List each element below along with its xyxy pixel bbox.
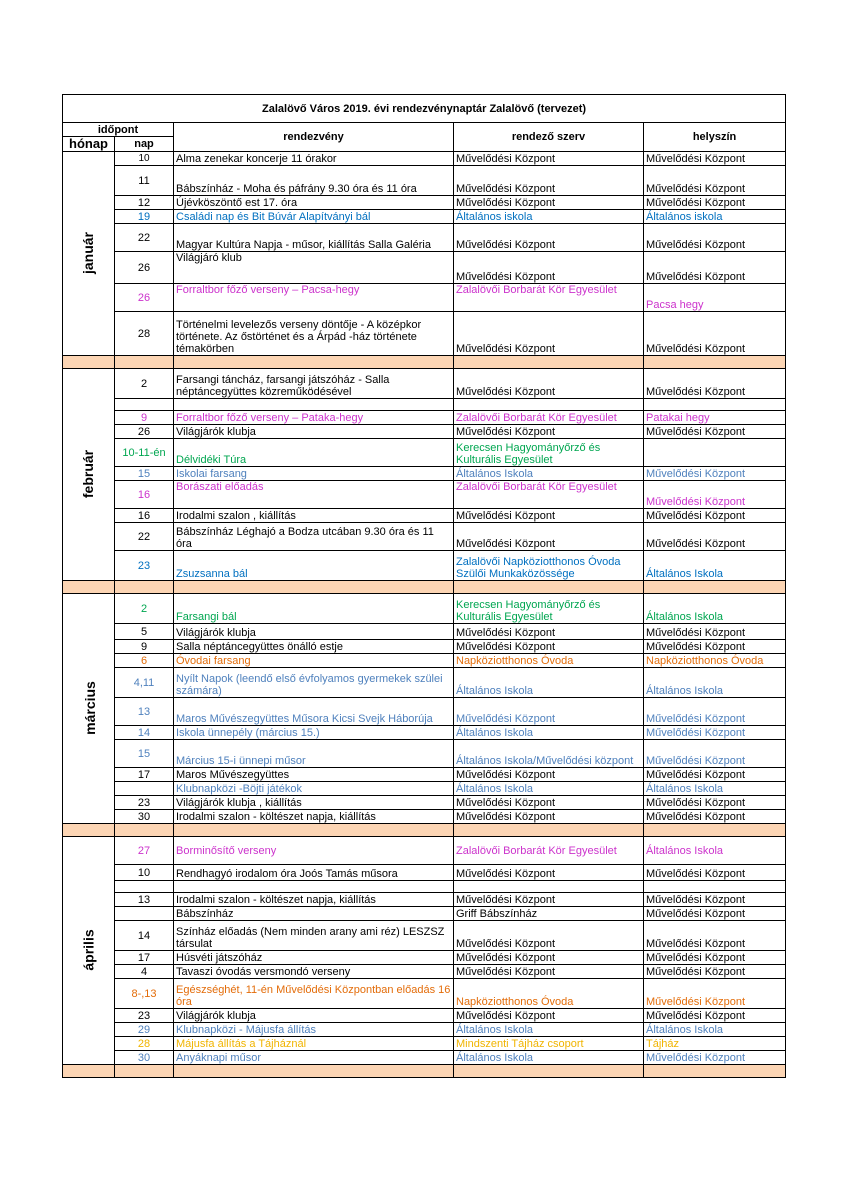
table-row xyxy=(63,224,786,252)
venue-cell: Művelődési Központ xyxy=(644,624,786,640)
day-cell: 6 xyxy=(115,654,174,668)
table-row xyxy=(63,796,786,810)
venue-cell: Általános Iskola xyxy=(644,782,786,796)
venue-cell: Művelődési Központ xyxy=(644,509,786,523)
organizer-cell: Általános Iskola xyxy=(454,726,644,740)
venue-cell: Művelődési Központ xyxy=(644,810,786,824)
day-cell: 22 xyxy=(115,523,174,551)
event-cell: Farsangi bál xyxy=(174,594,454,624)
day-cell: 15 xyxy=(115,467,174,481)
venue-cell xyxy=(644,399,786,411)
event-cell xyxy=(174,399,454,411)
table-row xyxy=(63,810,786,824)
venue-cell: Patakai hegy xyxy=(644,411,786,425)
organizer-cell: Általános Iskola xyxy=(454,1051,644,1065)
organizer-cell: Általános Iskola xyxy=(454,1023,644,1037)
month-separator-row xyxy=(63,356,786,369)
event-cell: Irodalmi szalon , kiállítás xyxy=(174,509,454,523)
table-row xyxy=(63,1009,786,1023)
day-cell: 10 xyxy=(115,865,174,881)
venue-cell: Művelődési Központ xyxy=(644,640,786,654)
day-cell: 15 xyxy=(115,740,174,768)
venue-cell: Művelődési Központ xyxy=(644,467,786,481)
table-row xyxy=(63,654,786,668)
day-cell: 22 xyxy=(115,224,174,252)
event-cell: Farsangi táncház, farsangi játszóház - Salla néptáncegyüttes közreműködésével xyxy=(174,369,454,399)
table-row xyxy=(63,509,786,523)
organizer-cell: Művelődési Központ xyxy=(454,312,644,356)
venue-cell: Általános iskola xyxy=(644,210,786,224)
day-cell: 14 xyxy=(115,726,174,740)
day-cell: 4 xyxy=(115,965,174,979)
separator-cell xyxy=(644,581,786,594)
venue-cell: Művelődési Központ xyxy=(644,740,786,768)
organizer-cell: Művelődési Központ xyxy=(454,509,644,523)
table-row xyxy=(63,523,786,551)
table-row xyxy=(63,369,786,399)
organizer-cell: Általános Iskola xyxy=(454,782,644,796)
separator-cell xyxy=(63,1065,115,1078)
table-row xyxy=(63,624,786,640)
organizer-cell: Általános Iskola/Művelődési központ xyxy=(454,740,644,768)
day-cell: 2 xyxy=(115,594,174,624)
venue-cell: Művelődési Központ xyxy=(644,166,786,196)
table-row xyxy=(63,481,786,509)
table-row xyxy=(63,837,786,865)
event-cell: Borászati előadás xyxy=(174,481,454,509)
header-rendezo: rendező szerv xyxy=(454,123,644,152)
separator-cell xyxy=(174,356,454,369)
day-cell: 4,11 xyxy=(115,668,174,698)
venue-cell xyxy=(644,439,786,467)
day-cell: 30 xyxy=(115,810,174,824)
separator-cell xyxy=(63,356,115,369)
month-cell xyxy=(63,152,115,356)
table-row xyxy=(63,399,786,411)
venue-cell: Művelődési Központ xyxy=(644,196,786,210)
title-row xyxy=(63,95,786,123)
venue-cell: Művelődési Központ xyxy=(644,369,786,399)
table-row xyxy=(63,782,786,796)
event-cell: Magyar Kultúra Napja - műsor, kiállítás Salla Galéria xyxy=(174,224,454,252)
venue-cell: Művelődési Központ xyxy=(644,865,786,881)
organizer-cell: Általános Iskola xyxy=(454,467,644,481)
table-row xyxy=(63,768,786,782)
venue-cell: Művelődési Központ xyxy=(644,796,786,810)
event-cell: Forraltbor főző verseny – Pacsa-hegy xyxy=(174,284,454,312)
venue-cell: Művelődési Központ xyxy=(644,152,786,166)
separator-cell xyxy=(454,581,644,594)
venue-cell: Általános Iskola xyxy=(644,837,786,865)
organizer-cell: Művelődési Központ xyxy=(454,640,644,654)
day-cell: 13 xyxy=(115,893,174,907)
day-cell: 5 xyxy=(115,624,174,640)
header-idopont: időpont xyxy=(63,123,174,137)
table-row xyxy=(63,740,786,768)
day-cell: 26 xyxy=(115,425,174,439)
organizer-cell: Művelődési Központ xyxy=(454,624,644,640)
separator-cell xyxy=(454,824,644,837)
month-label: január xyxy=(80,231,97,274)
venue-cell: Általános Iskola xyxy=(644,668,786,698)
event-cell: Rendhagyó irodalom óra Joós Tamás műsora xyxy=(174,865,454,881)
organizer-cell: Művelődési Központ xyxy=(454,1009,644,1023)
organizer-cell: Művelődési Központ xyxy=(454,768,644,782)
table-row xyxy=(63,166,786,196)
organizer-cell xyxy=(454,881,644,893)
organizer-cell: Művelődési Központ xyxy=(454,196,644,210)
event-cell: Bábszínház xyxy=(174,907,454,921)
month-cell xyxy=(63,369,115,581)
venue-cell: Általános Iskola xyxy=(644,594,786,624)
venue-cell: Művelődési Központ xyxy=(644,252,786,284)
organizer-cell: Művelődési Központ xyxy=(454,796,644,810)
organizer-cell: Művelődési Központ xyxy=(454,921,644,951)
organizer-cell: Művelődési Központ xyxy=(454,951,644,965)
separator-cell xyxy=(115,1065,174,1078)
venue-cell: Művelődési Központ xyxy=(644,965,786,979)
day-cell xyxy=(115,907,174,921)
organizer-cell: Művelődési Központ xyxy=(454,523,644,551)
organizer-cell: Művelődési Központ xyxy=(454,252,644,284)
month-label: március xyxy=(81,680,98,735)
table-row xyxy=(63,921,786,951)
organizer-cell: Mindszenti Tájház csoport xyxy=(454,1037,644,1051)
organizer-cell: Művelődési Központ xyxy=(454,425,644,439)
day-cell: 28 xyxy=(115,1037,174,1051)
event-cell: Világjárók klubja xyxy=(174,624,454,640)
day-cell: 30 xyxy=(115,1051,174,1065)
event-cell: Alma zenekar koncerje 11 órakor xyxy=(174,152,454,166)
venue-cell: Művelődési Központ xyxy=(644,726,786,740)
day-cell: 28 xyxy=(115,312,174,356)
day-cell: 16 xyxy=(115,509,174,523)
day-cell: 9 xyxy=(115,411,174,425)
table-row xyxy=(63,979,786,1009)
month-separator-row xyxy=(63,1065,786,1078)
month-separator-row xyxy=(63,824,786,837)
event-cell xyxy=(174,881,454,893)
organizer-cell: Művelődési Központ xyxy=(454,810,644,824)
month-cell xyxy=(63,594,115,824)
organizer-cell: Művelődési Központ xyxy=(454,166,644,196)
day-cell: 12 xyxy=(115,196,174,210)
venue-cell: Művelődési Központ xyxy=(644,224,786,252)
venue-cell: Művelődési Központ xyxy=(644,425,786,439)
table-row xyxy=(63,865,786,881)
event-cell: Családi nap és Bit Búvár Alapítványi bál xyxy=(174,210,454,224)
venue-cell: Művelődési Központ xyxy=(644,698,786,726)
table-row xyxy=(63,1051,786,1065)
separator-cell xyxy=(454,356,644,369)
day-cell xyxy=(115,399,174,411)
table-row xyxy=(63,668,786,698)
event-cell: Március 15-i ünnepi műsor xyxy=(174,740,454,768)
day-cell: 26 xyxy=(115,252,174,284)
event-cell: Tavaszi óvodás versmondó verseny xyxy=(174,965,454,979)
table-row xyxy=(63,965,786,979)
separator-cell xyxy=(174,1065,454,1078)
day-cell: 19 xyxy=(115,210,174,224)
venue-cell: Művelődési Központ xyxy=(644,768,786,782)
event-cell: Iskola ünnepély (március 15.) xyxy=(174,726,454,740)
event-cell: Húsvéti játszóház xyxy=(174,951,454,965)
event-cell: Maros Művészegyüttes Műsora Kicsi Svejk Háborúja xyxy=(174,698,454,726)
table-row xyxy=(63,640,786,654)
organizer-cell: Általános iskola xyxy=(454,210,644,224)
event-cell: Világjárók klubja xyxy=(174,1009,454,1023)
event-cell: Színház előadás (Nem minden arany ami réz) LESZSZ társulat xyxy=(174,921,454,951)
separator-cell xyxy=(63,581,115,594)
separator-cell xyxy=(115,581,174,594)
organizer-cell: Általános Iskola xyxy=(454,668,644,698)
venue-cell: Pacsa hegy xyxy=(644,284,786,312)
event-cell: Világjáró klub xyxy=(174,252,454,284)
venue-cell: Tájház xyxy=(644,1037,786,1051)
day-cell: 10-11-én xyxy=(115,439,174,467)
table-row xyxy=(63,951,786,965)
day-cell: 8-,13 xyxy=(115,979,174,1009)
venue-cell: Általános Iskola xyxy=(644,551,786,581)
separator-cell xyxy=(115,824,174,837)
day-cell: 2 xyxy=(115,369,174,399)
table-row xyxy=(63,312,786,356)
table-row xyxy=(63,594,786,624)
event-cell: Salla néptáncegyüttes önálló estje xyxy=(174,640,454,654)
table-row xyxy=(63,252,786,284)
day-cell: 9 xyxy=(115,640,174,654)
event-cell: Újévköszöntő est 17. óra xyxy=(174,196,454,210)
day-cell xyxy=(115,782,174,796)
venue-cell: Művelődési Központ xyxy=(644,893,786,907)
organizer-cell: Művelődési Központ xyxy=(454,224,644,252)
header-rendezveny: rendezvény xyxy=(174,123,454,152)
table-row xyxy=(63,1037,786,1051)
event-cell: Iskolai farsang xyxy=(174,467,454,481)
day-cell: 17 xyxy=(115,951,174,965)
organizer-cell: Zalalövői Borbarát Kör Egyesület xyxy=(454,284,644,312)
day-cell: 11 xyxy=(115,166,174,196)
day-cell: 17 xyxy=(115,768,174,782)
organizer-cell: Zalalövői Borbarát Kör Egyesület xyxy=(454,411,644,425)
event-cell: Óvodai farsang xyxy=(174,654,454,668)
header-row-top xyxy=(63,123,786,137)
table-row xyxy=(63,196,786,210)
separator-cell xyxy=(174,824,454,837)
table-row xyxy=(63,893,786,907)
separator-cell xyxy=(454,1065,644,1078)
day-cell: 23 xyxy=(115,551,174,581)
table-row xyxy=(63,698,786,726)
month-label: április xyxy=(80,928,97,971)
event-cell: Történelmi levelezős verseny döntője - A középkor története. Az őstörténet és a Árpád -ház története témakörben xyxy=(174,312,454,356)
separator-cell xyxy=(644,1065,786,1078)
venue-cell: Művelődési Központ xyxy=(644,1009,786,1023)
organizer-cell: Zalalövői Borbarát Kör Egyesület xyxy=(454,481,644,509)
separator-cell xyxy=(115,356,174,369)
day-cell: 16 xyxy=(115,481,174,509)
day-cell xyxy=(115,881,174,893)
table-row xyxy=(63,907,786,921)
organizer-cell: Griff Bábszínház xyxy=(454,907,644,921)
organizer-cell: Művelődési Központ xyxy=(454,865,644,881)
venue-cell: Művelődési Központ xyxy=(644,907,786,921)
table-row xyxy=(63,439,786,467)
event-calendar-table xyxy=(62,94,786,1078)
event-cell: Klubnapközi - Májusfa állítás xyxy=(174,1023,454,1037)
event-cell: Anyáknapi műsor xyxy=(174,1051,454,1065)
organizer-cell: Napköziotthonos Óvoda xyxy=(454,979,644,1009)
organizer-cell: Művelődési Központ xyxy=(454,152,644,166)
table-row xyxy=(63,284,786,312)
venue-cell xyxy=(644,881,786,893)
month-cell xyxy=(63,837,115,1065)
event-cell: Világjárók klubja xyxy=(174,425,454,439)
organizer-cell: Kerecsen Hagyományőrző és Kulturális Egyesület xyxy=(454,439,644,467)
table-row xyxy=(63,726,786,740)
organizer-cell: Művelődési Központ xyxy=(454,698,644,726)
separator-cell xyxy=(63,824,115,837)
page-title: Zalalövő Város 2019. évi rendezvénynaptár Zalalövő (tervezet) xyxy=(63,95,786,123)
event-cell: Forraltbor főző verseny – Pataka-hegy xyxy=(174,411,454,425)
table-body xyxy=(63,95,786,1078)
venue-cell: Művelődési Központ xyxy=(644,921,786,951)
organizer-cell: Művelődési Központ xyxy=(454,893,644,907)
day-cell: 29 xyxy=(115,1023,174,1037)
event-cell: Zsuzsanna bál xyxy=(174,551,454,581)
event-cell: Irodalmi szalon - költészet napja, kiállítás xyxy=(174,893,454,907)
month-label: február xyxy=(80,449,97,498)
organizer-cell: Művelődési Központ xyxy=(454,369,644,399)
event-cell: Egészséghét, 11-én Művelődési Központban előadás 16 óra xyxy=(174,979,454,1009)
table-row xyxy=(63,1023,786,1037)
event-cell: Nyílt Napok (leendő első évfolyamos gyermekek szülei számára) xyxy=(174,668,454,698)
event-cell: Irodalmi szalon - költészet napja, kiállítás xyxy=(174,810,454,824)
day-cell: 13 xyxy=(115,698,174,726)
day-cell: 26 xyxy=(115,284,174,312)
organizer-cell: Művelődési Központ xyxy=(454,965,644,979)
venue-cell: Művelődési Központ xyxy=(644,312,786,356)
event-cell: Májusfa állítás a Tájháznál xyxy=(174,1037,454,1051)
venue-cell: Művelődési Központ xyxy=(644,1051,786,1065)
table-row xyxy=(63,467,786,481)
day-cell: 23 xyxy=(115,1009,174,1023)
table-row xyxy=(63,551,786,581)
event-cell: Bábszínház - Moha és páfrány 9.30 óra és 11 óra xyxy=(174,166,454,196)
event-cell: Klubnapközi -Böjti játékok xyxy=(174,782,454,796)
venue-cell: Művelődési Központ xyxy=(644,523,786,551)
organizer-cell: Zalalövői Borbarát Kör Egyesület xyxy=(454,837,644,865)
venue-cell: Művelődési Központ xyxy=(644,951,786,965)
organizer-cell: Zalalövői Napköziotthonos Óvoda Szülői Munkaközössége xyxy=(454,551,644,581)
day-cell: 23 xyxy=(115,796,174,810)
day-cell: 10 xyxy=(115,152,174,166)
header-honap: hónap xyxy=(63,137,115,152)
table-row xyxy=(63,881,786,893)
event-cell: Maros Művészegyüttes xyxy=(174,768,454,782)
header-nap: nap xyxy=(115,137,174,152)
day-cell: 14 xyxy=(115,921,174,951)
month-separator-row xyxy=(63,581,786,594)
day-cell: 27 xyxy=(115,837,174,865)
event-cell: Bábszínház Léghajó a Bodza utcában 9.30 óra és 11 óra xyxy=(174,523,454,551)
organizer-cell: Napköziotthonos Óvoda xyxy=(454,654,644,668)
organizer-cell: Kerecsen Hagyományőrző és Kulturális Egyesület xyxy=(454,594,644,624)
separator-cell xyxy=(644,824,786,837)
venue-cell: Általános Iskola xyxy=(644,1023,786,1037)
separator-cell xyxy=(174,581,454,594)
venue-cell: Napköziotthonos Óvoda xyxy=(644,654,786,668)
organizer-cell xyxy=(454,399,644,411)
table-row xyxy=(63,425,786,439)
separator-cell xyxy=(644,356,786,369)
table-row xyxy=(63,210,786,224)
table-row xyxy=(63,152,786,166)
event-cell: Délvidéki Túra xyxy=(174,439,454,467)
table-row xyxy=(63,411,786,425)
header-helyszin: helyszín xyxy=(644,123,786,152)
event-cell: Világjárók klubja , kiállítás xyxy=(174,796,454,810)
venue-cell: Művelődési Központ xyxy=(644,481,786,509)
venue-cell: Művelődési Központ xyxy=(644,979,786,1009)
event-cell: Borminősítő verseny xyxy=(174,837,454,865)
